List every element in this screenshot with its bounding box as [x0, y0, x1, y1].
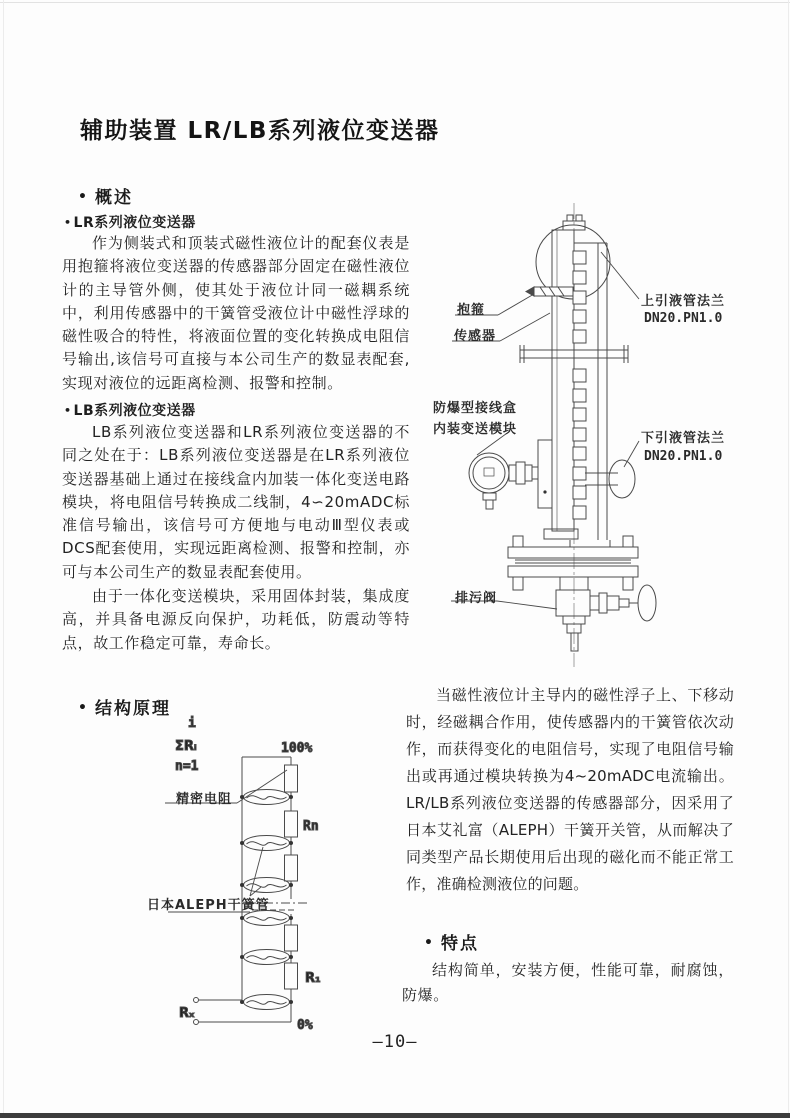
bullet-icon: • [424, 935, 435, 951]
lb-paragraph-2: 由于一体化变送模块，采用固体封装，集成度高，并具备电源反向保护，功耗低，防震动等特点，故工作稳定可靠，寿命长。 [62, 587, 410, 652]
resistor-r1 [285, 963, 298, 989]
page-edge-left [3, 0, 4, 1118]
lower-pipe [585, 460, 635, 498]
drain-valve-label: 排污阀 [455, 591, 498, 606]
formula-n: n=1 [175, 759, 199, 774]
overview-heading-text: 概述 [94, 188, 133, 208]
features-paragraph: 结构简单，安装方便，性能可靠，耐腐蚀，防爆。 [402, 961, 734, 1004]
junction-box [469, 440, 552, 509]
lb-subheading-text: LB系列液位变送器 [73, 403, 196, 419]
page-title: 辅助装置 LR/LB系列液位变送器 [80, 118, 440, 144]
sensor-label: 传感器 [454, 329, 497, 344]
reed-switch-label: 日本ALEPH干簧管 [147, 898, 270, 913]
bullet-icon: • [64, 404, 72, 417]
drain-valve [556, 577, 656, 651]
structure-heading-text: 结构原理 [94, 699, 171, 719]
page-edge-top [0, 2, 790, 3]
bullet-icon: • [64, 216, 72, 229]
precision-resistor-label: 精密电阻 [176, 792, 233, 807]
sensor-segments [573, 251, 586, 519]
lower-flange-label: 下引液管法兰 [641, 431, 726, 446]
bottom-flange [508, 536, 638, 590]
junction-box-label-2: 内装变送模块 [433, 422, 518, 437]
page-edge-right [788, 0, 789, 1118]
lr-subheading-text: LR系列液位变送器 [73, 215, 196, 231]
scale-0: 0% [297, 1018, 313, 1033]
scale-100: 100% [281, 741, 313, 756]
rn-label: Rn [303, 819, 319, 834]
overview-heading [78, 183, 133, 208]
lr-subheading [64, 212, 196, 232]
junction-box-label-1: 防爆型接线盒 [433, 401, 518, 416]
features-heading-text: 特点 [440, 934, 479, 954]
page-number: –10– [372, 1032, 418, 1052]
features-heading [424, 929, 479, 954]
precision-resistor [285, 765, 298, 792]
lr-paragraph: 作为侧装式和顶装式磁性液位计的配套仪表是用抱箍将液位变送器的传感器部分固定在磁性液位计的主导管外侧，使其处于液位计同一磁耦系统中，利用传感器中的干簧管受液位计中磁性浮球的磁性吸合的特性，将液面位置的变化转换成电阻信号输出,该信号可直接与本公司生产的数显表配套,实现对液位的远距离检测、报警和控制。 [62, 234, 410, 392]
resistor-rn [285, 811, 298, 837]
rx-label: Rₓ [179, 1006, 195, 1021]
upper-flange-spec: DN20.PN1.0 [644, 311, 723, 326]
page-edge-bottom [0, 1113, 790, 1118]
formula-i: i [188, 716, 196, 731]
lb-paragraph: LB系列液位变送器和LR系列液位变送器的不同之处在于：LB系列液位变送器是在LR系列液位变送器基础上通过在接线盒内加装一体化变送电路模块，将电阻信号转换成二线制，4∽20mADC标准信号输出，该信号可方便地与电动Ⅲ型仪表或DCS配套使用，实现远距离检测、报警和控制，亦可与本公司生产的数显表配套使用。 [62, 423, 410, 581]
bullet-icon: • [78, 189, 89, 205]
sensor-tube [552, 230, 574, 531]
hoop-label: 抱箍 [457, 303, 486, 318]
valve-handwheel [638, 585, 656, 621]
formula-sigma: ΣRᵢ [175, 739, 197, 754]
r1-label: R₁ [305, 971, 321, 986]
bullet-icon: • [78, 700, 89, 716]
lb-subheading [64, 400, 196, 420]
circuit-figure [135, 700, 415, 1035]
principle-paragraph: 当磁性液位计主导内的磁性浮子上、下移动时，经磁耦合作用，使传感器内的干簧管依次动作，而获得变化的电阻信号，实现了电阻信号输出或再通过模块转换为4~20mADC电流输出。LR/LB系列液位变送器的传感器部分，因采用了日本艾礼富（ALEPH）干簧开关管，从而解决了同类型产品长期使用后出现的磁化而不能正常工作，准确检测液位的问题。 [406, 686, 734, 893]
upper-flange-label: 上引液管法兰 [641, 294, 726, 309]
lower-flange-spec: DN20.PN1.0 [644, 449, 723, 464]
